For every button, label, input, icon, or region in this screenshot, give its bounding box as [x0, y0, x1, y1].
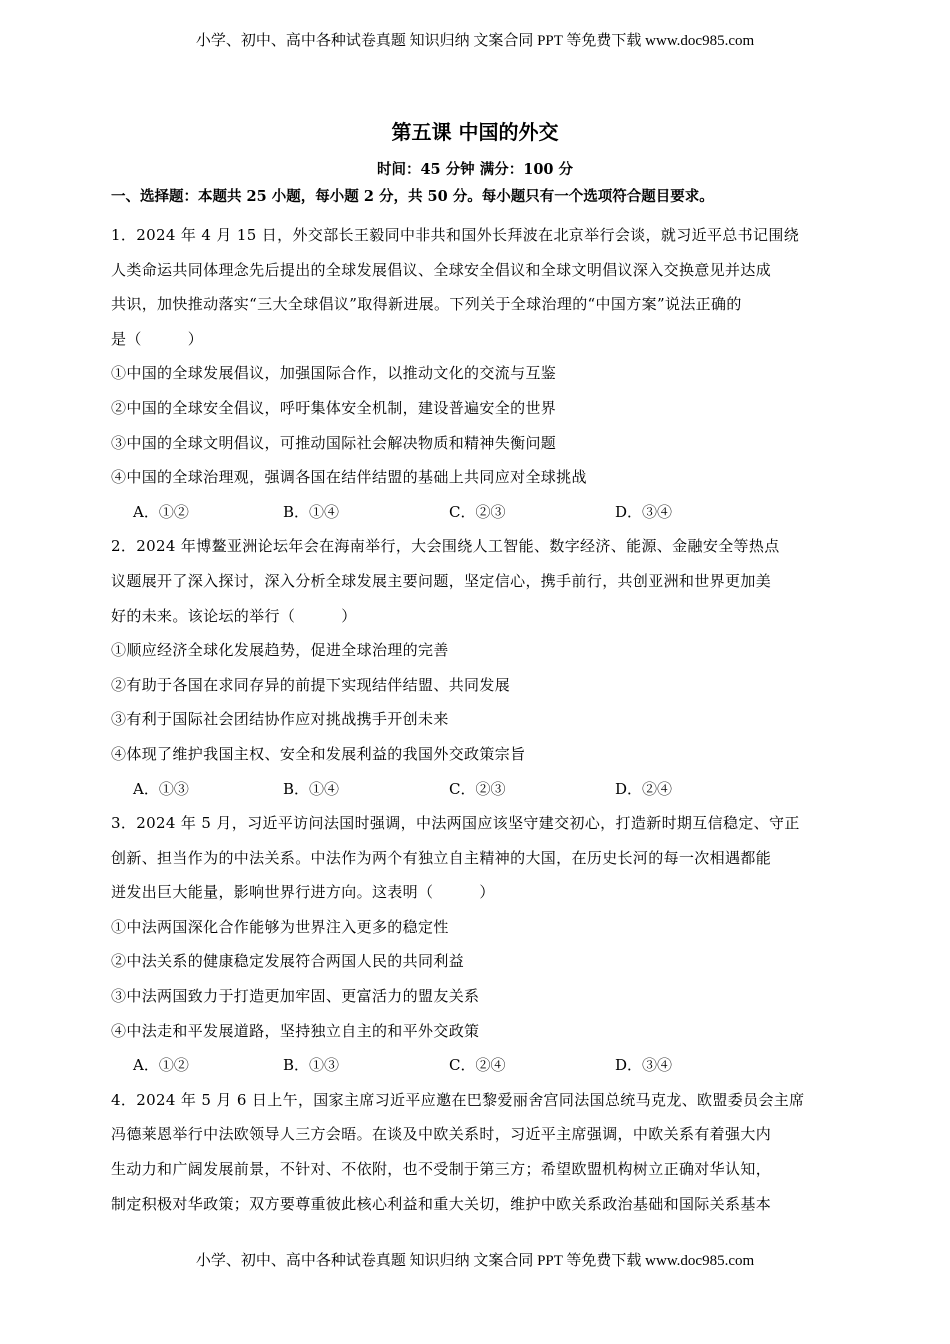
statement: ④中法走和平发展道路，坚持独立自主的和平外交政策	[111, 1021, 480, 1040]
section-heading: 一、选择题：本题共 25 小题，每小题 2 分，共 50 分。每小题只有一个选项符合题目要求。	[111, 188, 714, 205]
statement: ③有利于国际社会团结协作应对挑战携手开创未来	[111, 710, 449, 729]
statement: ①中法两国深化合作能够为世界注入更多的稳定性	[111, 917, 449, 936]
question-3	[111, 812, 841, 1089]
question-stem-line: 生动力和广阔发展前景，不针对、不依附，也不受制于第三方；希望欧盟机构树立正确对华认知，	[111, 1160, 772, 1179]
answer-options	[111, 1054, 841, 1089]
statement: ①顺应经济全球化发展趋势，促进全球治理的完善	[111, 641, 449, 660]
answer-options	[111, 501, 841, 536]
option-d: D．②④	[615, 779, 673, 798]
statement: ①中国的全球发展倡议，加强国际合作，以推动文化的交流与互鉴	[111, 364, 557, 383]
option-b: B．①③	[283, 1056, 340, 1075]
question-stem-line: 1．2024 年 4 月 15 日，外交部长王毅同中非共和国外长拜波在北京举行会谈，就习近平总书记围绕	[111, 226, 800, 244]
question-4	[111, 1089, 841, 1227]
question-stem-line: 创新、担当作为的中法关系。中法作为两个有独立自主精神的大国，在历史长河的每一次相遇都能	[111, 848, 772, 867]
statement: ②中国的全球安全倡议，呼吁集体安全机制，建设普遍安全的世界	[111, 398, 557, 417]
question-stem-line: 迸发出巨大能量，影响世界行进方向。这表明（ ）	[111, 883, 495, 902]
option-c: C．②③	[449, 502, 506, 521]
question-stem-line: 3．2024 年 5 月，习近平访问法国时强调，中法两国应该坚守建交初心，打造新时期互信稳定、守正	[111, 814, 800, 833]
question-stem-line: 制定积极对华政策；双方要尊重彼此核心利益和重大关切，维护中欧关系政治基础和国际关系基本	[111, 1194, 772, 1213]
page-header-watermark: 小学、初中、高中各种试卷真题 知识归纳 文案合同 PPT 等免费下载 www.doc985.com	[195, 33, 755, 49]
question-stem-line: 冯德莱恩举行中法欧领导人三方会晤。在谈及中欧关系时，习近平主席强调，中欧关系有着强大内	[111, 1125, 772, 1144]
question-stem-line: 共识，加快推动落实“三大全球倡议”取得新进展。下列关于全球治理的“中国方案”说法正确的	[111, 295, 742, 314]
page-title: 第五课 中国的外交	[391, 120, 559, 144]
statement: ②有助于各国在求同存异的前提下实现结伴结盟、共同发展	[111, 675, 511, 694]
answer-options	[111, 778, 841, 813]
question-2	[111, 535, 841, 812]
question-stem-line: 好的未来。该论坛的举行（ ）	[111, 606, 357, 625]
statement: ②中法关系的健康稳定发展符合两国人民的共同利益	[111, 952, 465, 971]
question-stem-line: 2．2024 年博鳌亚洲论坛年会在海南举行，大会围绕人工智能、数字经济、能源、金融安全等热点	[111, 537, 780, 556]
option-d: D．③④	[615, 1056, 673, 1075]
statement: ④体现了维护我国主权、安全和发展利益的我国外交政策宗旨	[111, 744, 526, 763]
page-footer-watermark: 小学、初中、高中各种试卷真题 知识归纳 文案合同 PPT 等免费下载 www.doc985.com	[195, 1253, 755, 1269]
statement: ③中法两国致力于打造更加牢固、更富活力的盟友关系	[111, 987, 480, 1006]
question-1	[111, 224, 841, 535]
option-a: A．①③	[133, 779, 189, 798]
option-a: A．①②	[133, 1056, 189, 1075]
statement: ③中国的全球文明倡议，可推动国际社会解决物质和精神失衡问题	[111, 433, 557, 452]
option-d: D．③④	[615, 502, 673, 521]
questions-container	[111, 224, 841, 1227]
option-c: C．②③	[449, 779, 506, 798]
exam-info: 时间：45 分钟 满分：100 分	[376, 161, 574, 178]
option-a: A．①②	[133, 502, 189, 521]
question-stem-line: 4．2024 年 5 月 6 日上午，国家主席习近平应邀在巴黎爱丽舍宫同法国总统马克龙、欧盟委员会主席	[111, 1090, 805, 1109]
question-stem-line: 是（ ）	[111, 329, 204, 348]
option-b: B．①④	[283, 779, 340, 798]
option-c: C．②④	[449, 1056, 506, 1075]
question-stem-line: 人类命运共同体理念先后提出的全球发展倡议、全球安全倡议和全球文明倡议深入交换意见并达成	[111, 260, 772, 279]
statement: ④中国的全球治理观，强调各国在结伴结盟的基础上共同应对全球挑战	[111, 468, 587, 487]
option-b: B．①④	[283, 502, 340, 521]
question-stem-line: 议题展开了深入探讨，深入分析全球发展主要问题，坚定信心，携手前行，共创亚洲和世界更加美	[111, 571, 772, 590]
